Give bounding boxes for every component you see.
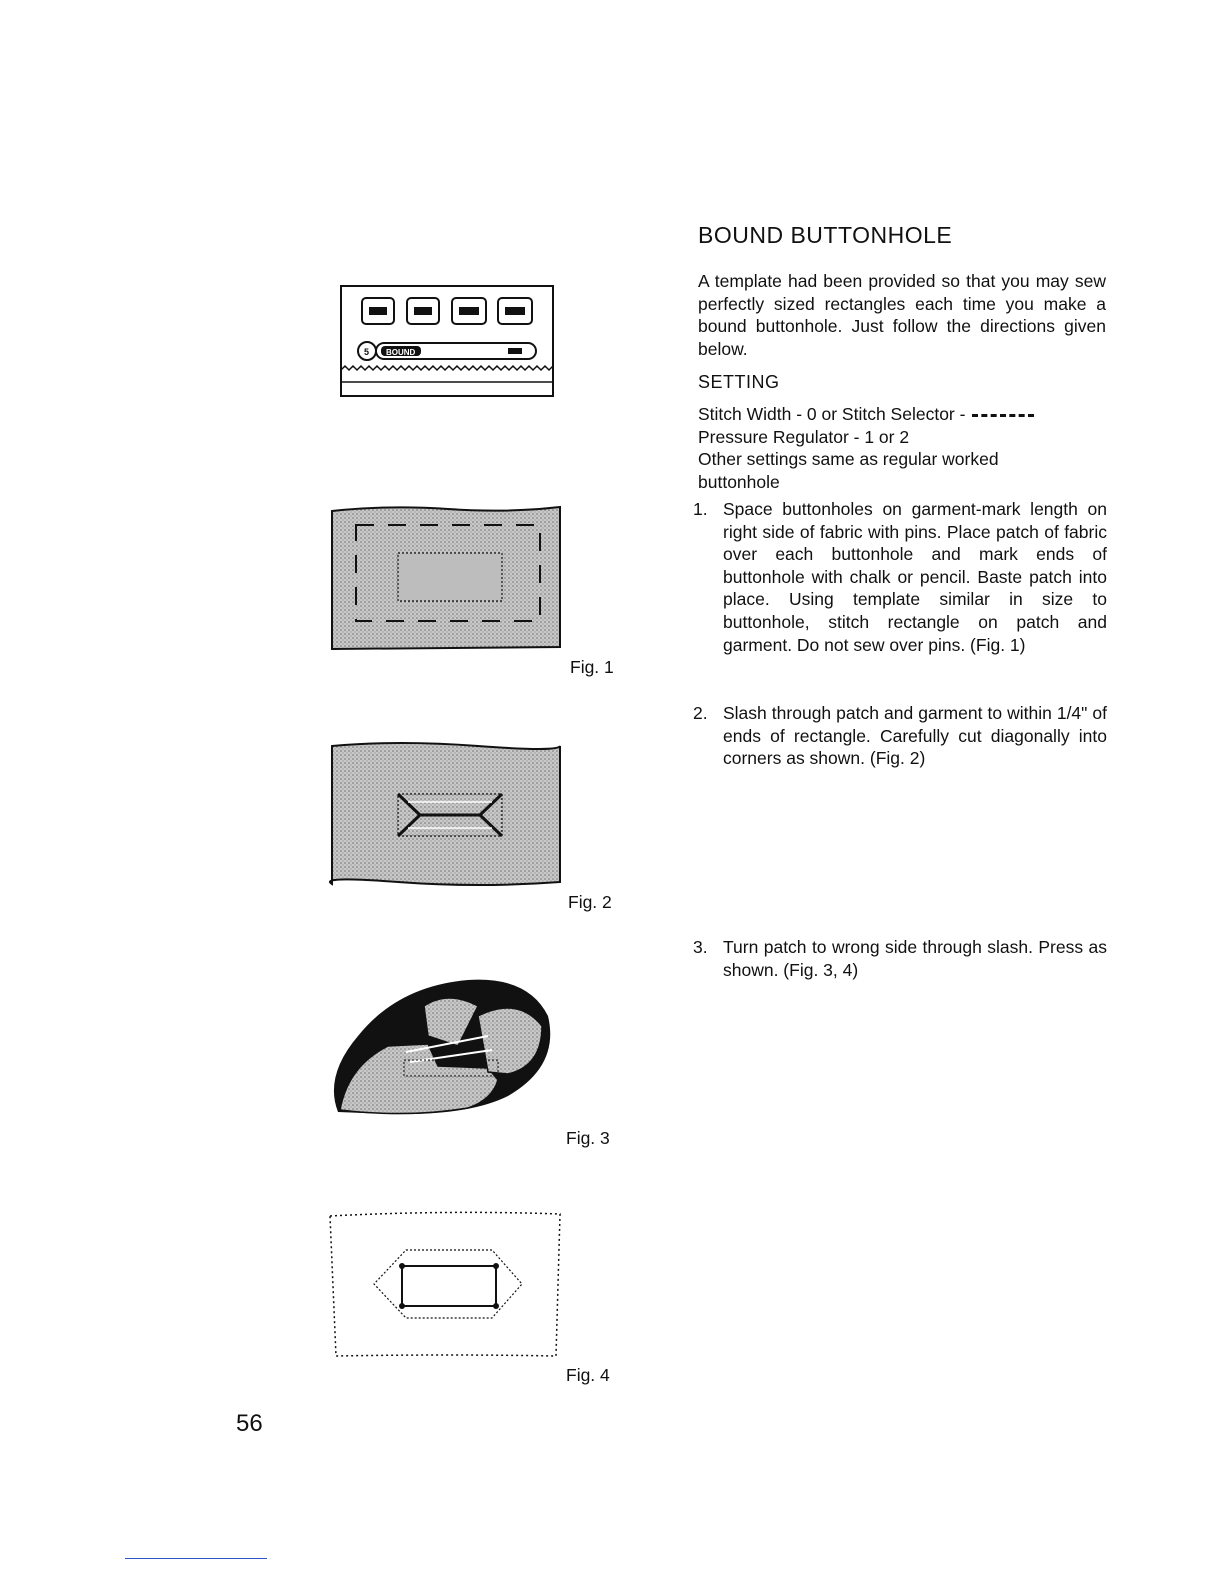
buttonhole-template-illustration	[336, 284, 558, 400]
step-1-text: Space buttonholes on garment-mark length on right side of fabric with pins. Place patch of fabric over each buttonhole and mark ends of buttonhole with chalk or pencil. Baste patch into place. Using template similar in size to buttonhole, stitch rectangle on patch and garment. Do not sew over pins. (Fig. 1)	[723, 499, 1107, 655]
page-title: BOUND BUTTONHOLE	[698, 222, 953, 248]
settings-block	[698, 403, 1118, 493]
page-number: 56	[236, 1410, 263, 1437]
fig-1-illustration	[328, 505, 564, 651]
step-2-number: 2.	[693, 703, 708, 723]
setting-line-pressure: Pressure Regulator - 1 or 2	[698, 426, 910, 447]
fig-2-illustration	[328, 742, 564, 888]
step-3-text: Turn patch to wrong side through slash. Press as shown. (Fig. 3, 4)	[723, 937, 1107, 980]
fig-3-illustration	[328, 976, 558, 1120]
template-bound-label: BOUND	[386, 348, 416, 357]
step-2	[693, 702, 1107, 770]
fig-4-label: Fig. 4	[566, 1365, 610, 1385]
fig-4-illustration	[326, 1210, 562, 1360]
step-3-number: 3.	[693, 937, 708, 957]
footer-rule	[125, 1558, 267, 1559]
step-1-number: 1.	[693, 499, 708, 519]
step-3	[693, 936, 1107, 981]
fig-1-label: Fig. 1	[570, 657, 614, 677]
setting-heading: SETTING	[698, 372, 780, 392]
step-1	[693, 498, 1107, 656]
straight-stitch-symbol	[972, 414, 1034, 417]
template-number: 5	[364, 347, 370, 357]
step-2-text: Slash through patch and garment to within 1/4" of ends of rectangle. Carefully cut diagonally into corners as shown. (Fig. 2)	[723, 703, 1107, 769]
intro-paragraph: A template had been provided so that you may sew perfectly sized rectangles each time you make a bound buttonhole. Just follow the directions given below.	[698, 271, 1106, 359]
fig-2-label: Fig. 2	[568, 892, 612, 912]
setting-line-other: Other settings same as regular worked buttonhole	[698, 449, 999, 492]
setting-line-stitch: Stitch Width - 0 or Stitch Selector -	[698, 403, 1118, 426]
fig-3-label: Fig. 3	[566, 1128, 610, 1148]
